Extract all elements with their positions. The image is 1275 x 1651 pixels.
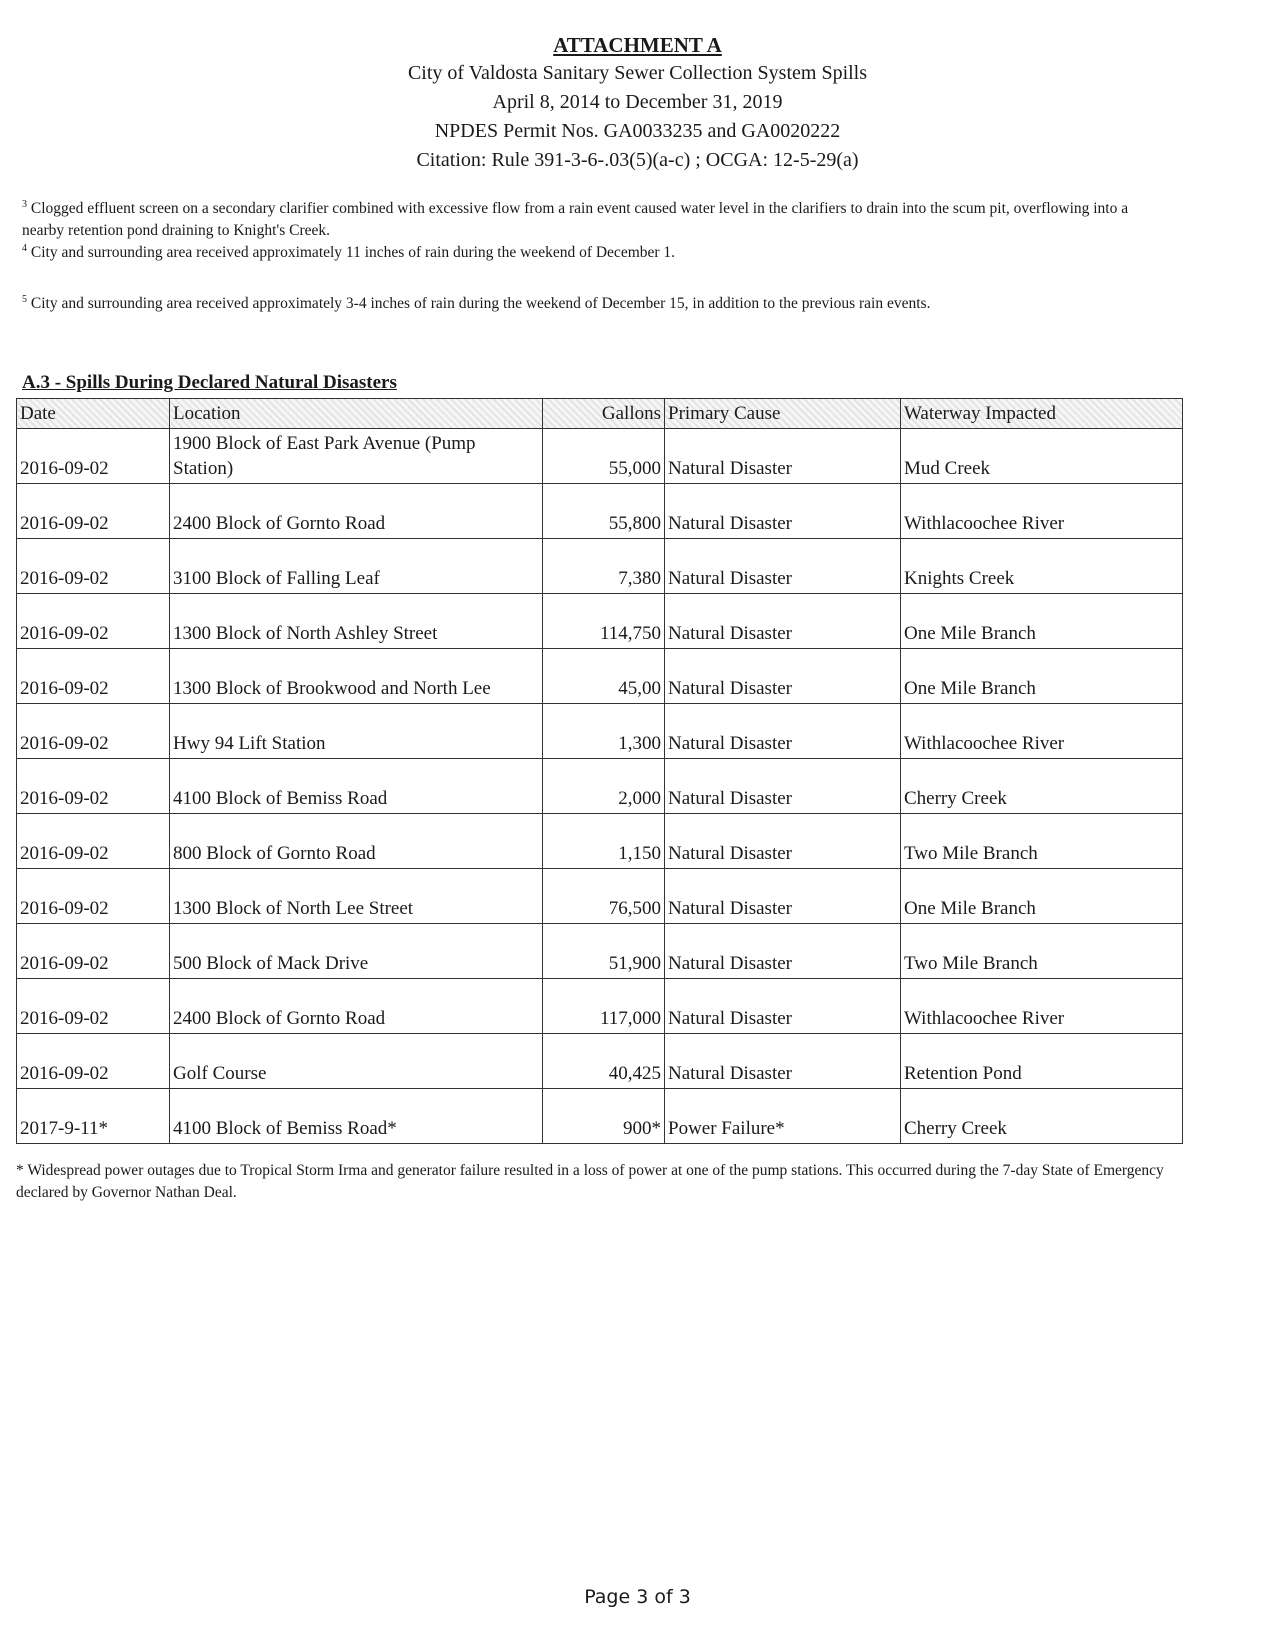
cell-cause: Natural Disaster [665, 924, 901, 979]
cell-gallons: 114,750 [543, 594, 665, 649]
cell-waterway: Mud Creek [901, 429, 1183, 484]
table-footnote: * Widespread power outages due to Tropical Storm Irma and generator failure resulted in a loss of power at one of the pump stations. This occurred during the 7-day State of Emergency declared by Governor Nathan Deal. [16, 1162, 1164, 1201]
header-line-city: City of Valdosta Sanitary Sewer Collection System Spills [407, 62, 868, 84]
cell-waterway: Knights Creek [901, 539, 1183, 594]
cell-cause: Natural Disaster [665, 759, 901, 814]
table-row [17, 1034, 1183, 1089]
cell-gallons: 117,000 [543, 979, 665, 1034]
table-row [17, 759, 1183, 814]
cell-cause: Natural Disaster [665, 429, 901, 484]
cell-gallons: 1,300 [543, 704, 665, 759]
cell-date: 2016-09-02 [17, 979, 170, 1034]
note-3: $^3$ Clogged effluent screen on a secondary clarifier combined with excessive flow from a rain event caused water level in the clarifiers to drain into the scum pit, overflowing into a nearby retention pond draining to Knight's Creek. [22, 198, 1129, 239]
table-row [17, 814, 1183, 869]
table-row [17, 594, 1183, 649]
cell-date: 2016-09-02 [17, 484, 170, 539]
cell-gallons: 7,380 [543, 539, 665, 594]
cell-location: 4100 Block of Bemiss Road [170, 759, 543, 814]
cell-gallons: 55,800 [543, 484, 665, 539]
cell-waterway: One Mile Branch [901, 649, 1183, 704]
cell-location: 3100 Block of Falling Leaf [170, 539, 543, 594]
cell-gallons: 45,00 [543, 649, 665, 704]
cell-gallons: 76,500 [543, 869, 665, 924]
note-5: $^5$ City and surrounding area received approximately 3-4 inches of rain during the weekend of December 15, in addition to the previous rain events. [22, 293, 931, 312]
cell-cause: Natural Disaster [665, 704, 901, 759]
cell-location: 1300 Block of North Ashley Street [170, 594, 543, 649]
document-header [0, 32, 1275, 175]
header-location: Location [170, 399, 543, 429]
cell-location: 1900 Block of East Park Avenue (Pump Station) [170, 429, 543, 484]
note-4: $^4$ City and surrounding area received approximately 11 inches of rain during the weekend of December 1. [22, 242, 676, 261]
table-row [17, 704, 1183, 759]
cell-gallons: 2,000 [543, 759, 665, 814]
cell-date: 2017-9-11* [17, 1089, 170, 1144]
cell-location: Golf Course [170, 1034, 543, 1089]
cell-waterway: One Mile Branch [901, 594, 1183, 649]
cell-waterway: Cherry Creek [901, 759, 1183, 814]
cell-location: Hwy 94 Lift Station [170, 704, 543, 759]
footnotes-block [22, 198, 1172, 315]
cell-location: 800 Block of Gornto Road [170, 814, 543, 869]
section-title: A.3 - Spills During Declared Natural Disasters [22, 372, 397, 393]
cell-date: 2016-09-02 [17, 649, 170, 704]
cell-cause: Natural Disaster [665, 869, 901, 924]
cell-date: 2016-09-02 [17, 1034, 170, 1089]
cell-waterway: Two Mile Branch [901, 924, 1183, 979]
table-row [17, 1089, 1183, 1144]
header-gallons: Gallons [543, 399, 665, 429]
cell-location: 1300 Block of Brookwood and North Lee [170, 649, 543, 704]
header-line-citation: Citation: Rule 391-3-6-.03(5)(a-c) ; OCGA: 12-5-29(a) [416, 149, 859, 171]
header-date: Date [17, 399, 170, 429]
cell-gallons: 40,425 [543, 1034, 665, 1089]
table-row [17, 924, 1183, 979]
table-row [17, 869, 1183, 924]
table-row [17, 539, 1183, 594]
header-line-permits: NPDES Permit Nos. GA0033235 and GA0020222 [434, 120, 841, 142]
cell-date: 2016-09-02 [17, 814, 170, 869]
cell-cause: Natural Disaster [665, 814, 901, 869]
cell-location: 2400 Block of Gornto Road [170, 484, 543, 539]
header-primary-cause: Primary Cause [665, 399, 901, 429]
cell-cause: Natural Disaster [665, 1034, 901, 1089]
header-line-dates: April 8, 2014 to December 31, 2019 [492, 91, 783, 113]
cell-date: 2016-09-02 [17, 704, 170, 759]
cell-gallons: 1,150 [543, 814, 665, 869]
spills-table [16, 398, 1183, 1144]
cell-date: 2016-09-02 [17, 539, 170, 594]
header-waterway: Waterway Impacted [901, 399, 1183, 429]
table-row [17, 649, 1183, 704]
table-header-row [17, 399, 1183, 429]
cell-waterway: Two Mile Branch [901, 814, 1183, 869]
cell-waterway: Withlacoochee River [901, 979, 1183, 1034]
cell-cause: Natural Disaster [665, 594, 901, 649]
cell-location: 2400 Block of Gornto Road [170, 979, 543, 1034]
cell-date: 2016-09-02 [17, 869, 170, 924]
cell-gallons: 900* [543, 1089, 665, 1144]
cell-cause: Natural Disaster [665, 484, 901, 539]
cell-waterway: One Mile Branch [901, 869, 1183, 924]
cell-waterway: Cherry Creek [901, 1089, 1183, 1144]
table-row [17, 429, 1183, 484]
cell-waterway: Retention Pond [901, 1034, 1183, 1089]
cell-cause: Natural Disaster [665, 539, 901, 594]
cell-cause: Power Failure* [665, 1089, 901, 1144]
cell-date: 2016-09-02 [17, 594, 170, 649]
cell-cause: Natural Disaster [665, 979, 901, 1034]
cell-date: 2016-09-02 [17, 759, 170, 814]
attachment-title: ATTACHMENT A [553, 33, 722, 57]
cell-waterway: Withlacoochee River [901, 704, 1183, 759]
table-row [17, 979, 1183, 1034]
cell-waterway: Withlacoochee River [901, 484, 1183, 539]
table-row [17, 484, 1183, 539]
cell-date: 2016-09-02 [17, 429, 170, 484]
cell-location: 500 Block of Mack Drive [170, 924, 543, 979]
page-number: Page 3 of 3 [584, 1586, 691, 1608]
cell-location: 4100 Block of Bemiss Road* [170, 1089, 543, 1144]
cell-date: 2016-09-02 [17, 924, 170, 979]
cell-location: 1300 Block of North Lee Street [170, 869, 543, 924]
cell-gallons: 55,000 [543, 429, 665, 484]
cell-gallons: 51,900 [543, 924, 665, 979]
cell-cause: Natural Disaster [665, 649, 901, 704]
